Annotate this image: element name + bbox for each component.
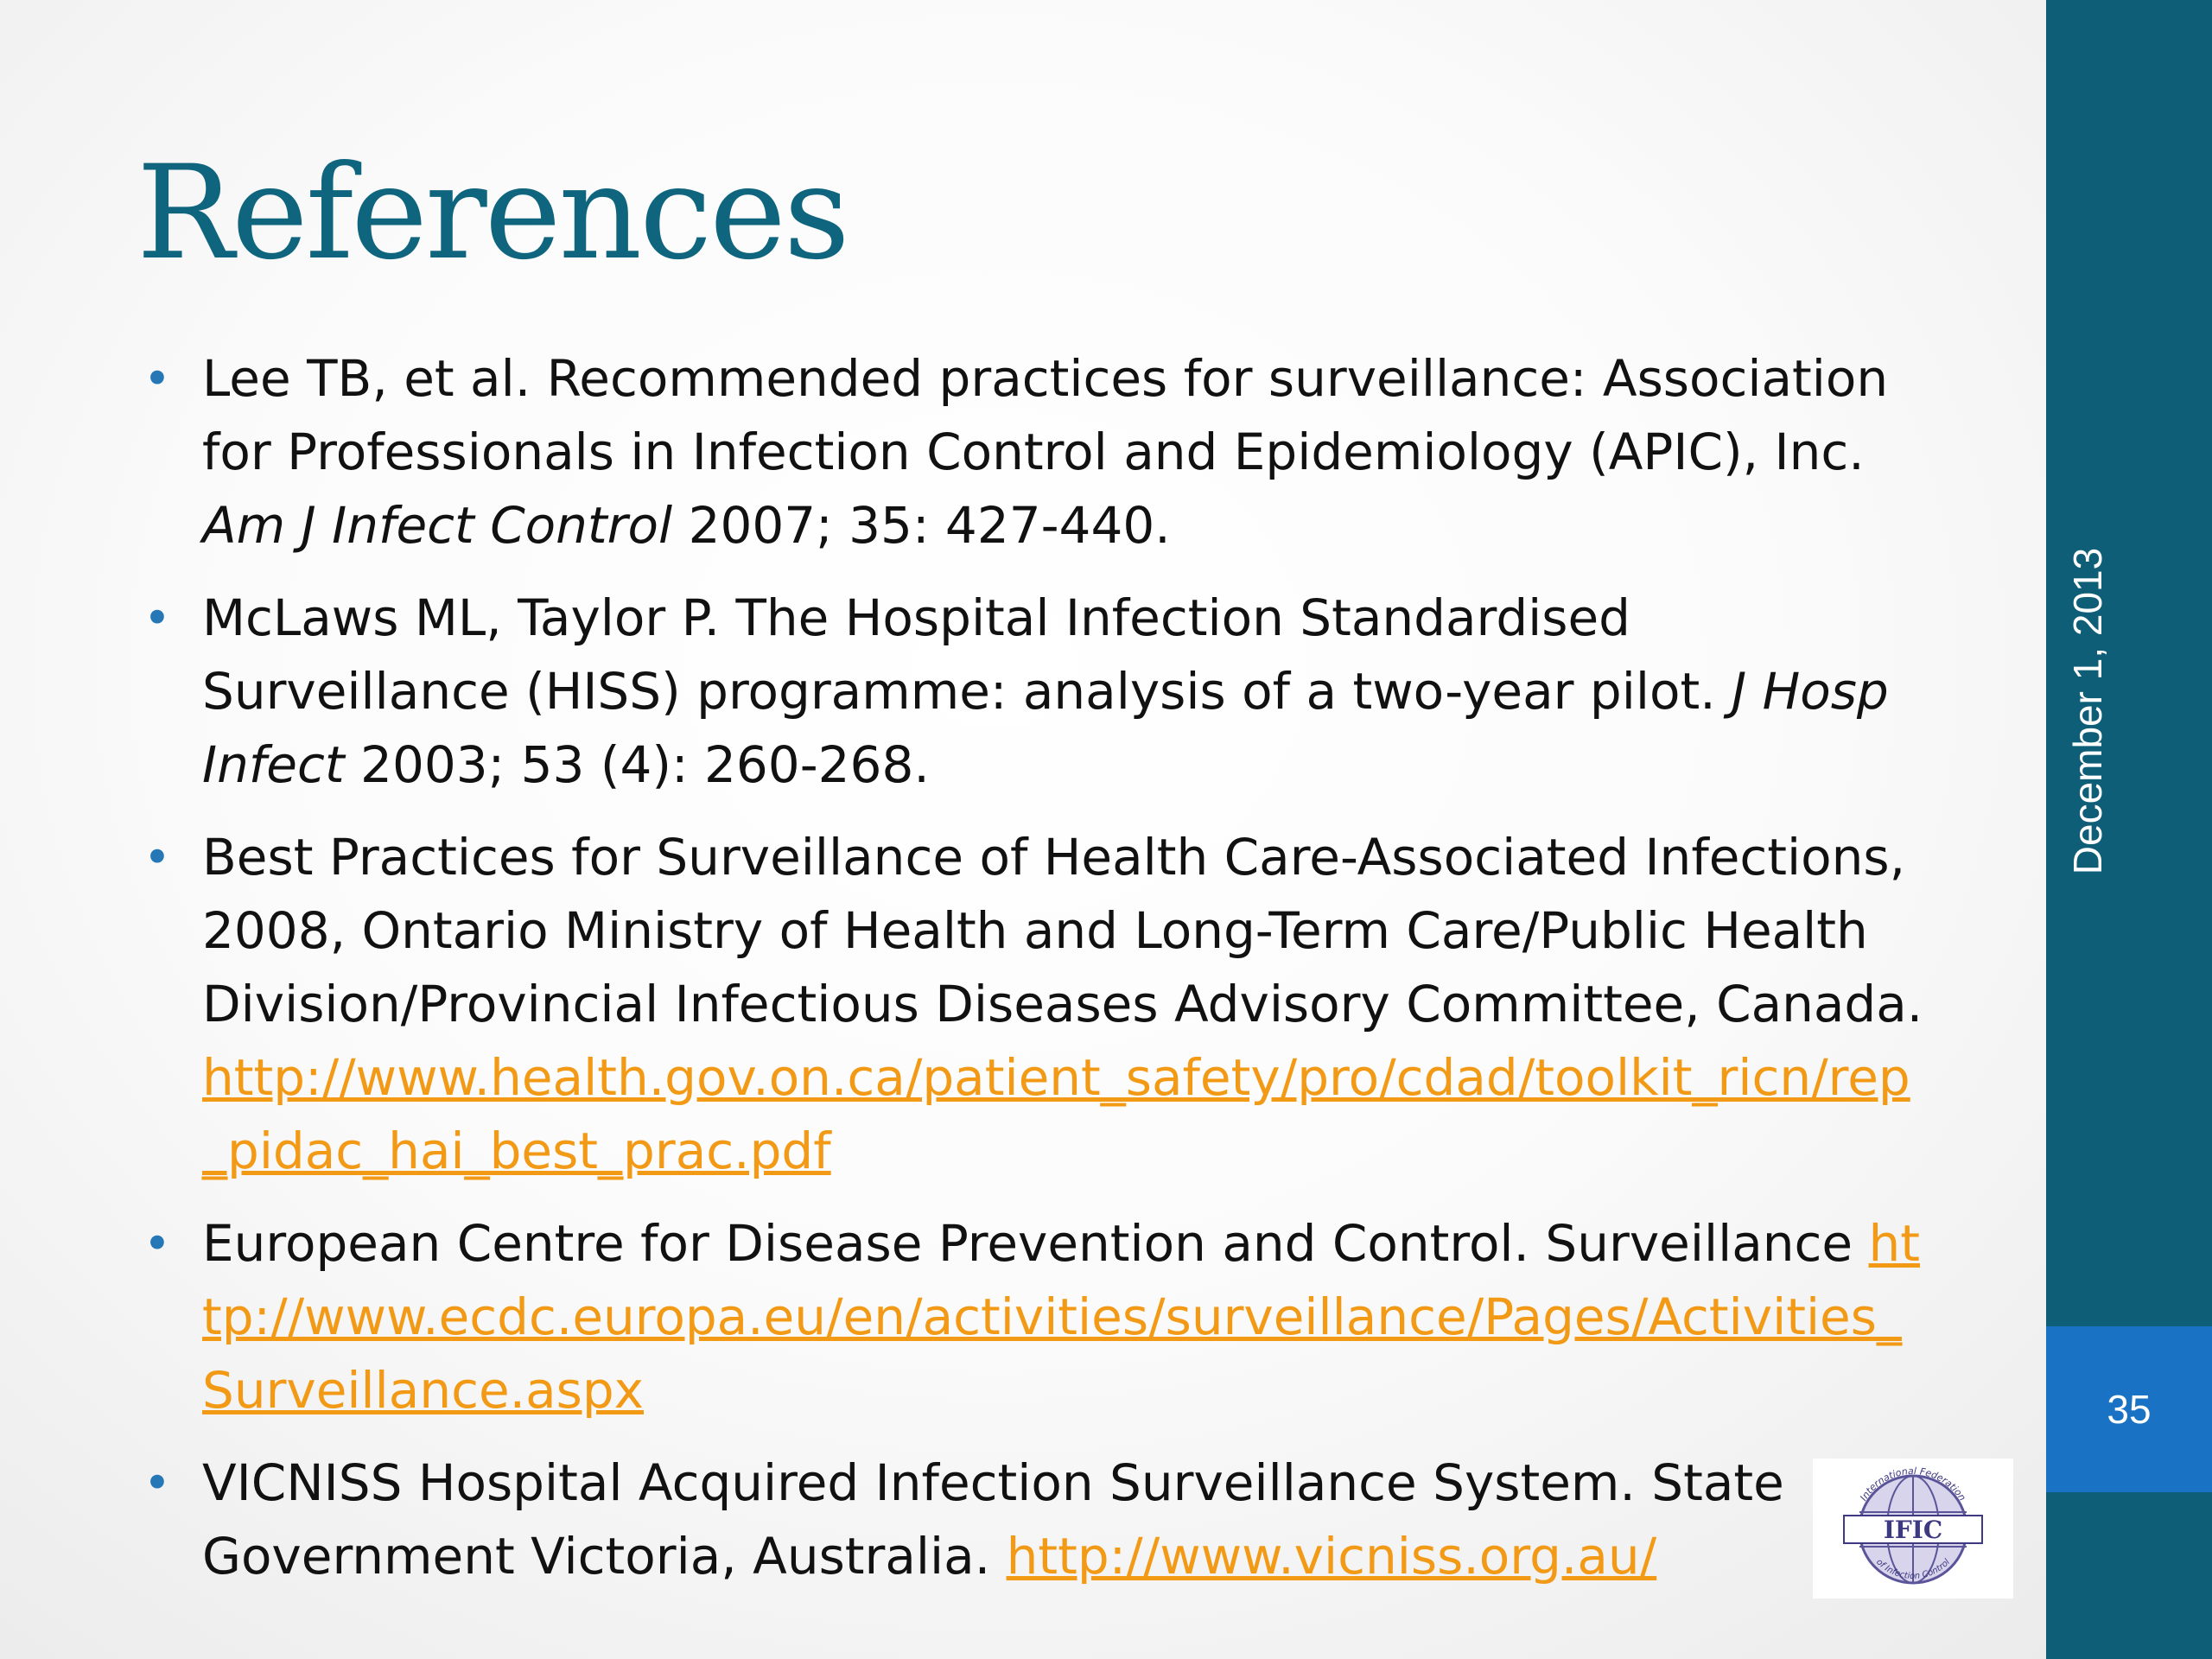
slide-title: References [137, 138, 848, 289]
reference-item [143, 1207, 1923, 1427]
reference-citation: 2003; 53 (4): 260-268. [360, 735, 930, 794]
ific-logo [1813, 1459, 2013, 1599]
reference-text: Best Practices for Surveillance of Health Care-Associated Infections, 2008, Ontario Ministry of Health and Long-Term Care/Public Health Division/Provincial Infectious Diseases Advisory Committee, Canada. [202, 828, 1923, 1033]
bullet-icon: • [143, 591, 171, 645]
reference-text: Lee TB, et al. Recommended practices for surveillance: Association for Professionals in Infection Control and Epidemiology (APIC), Inc. [202, 349, 1889, 481]
reference-link[interactable]: http://www.vicniss.org.au/ [1006, 1527, 1657, 1586]
globe-logo-icon [1813, 1459, 2013, 1599]
reference-link[interactable]: http://www.ecdc.europa.eu/en/activities/surveillance/Pages/Activities_Surveillance.aspx [202, 1214, 1921, 1420]
reference-text: VICNISS Hospital Acquired Infection Surveillance System. State Government Victoria, Australia. [202, 1453, 1784, 1586]
reference-citation: 2007; 35: 427-440. [688, 496, 1171, 555]
logo-bottom-text: of Infection Control [1874, 1557, 1952, 1581]
bullet-icon: • [143, 352, 171, 406]
reference-journal: Am J Infect Control [202, 496, 673, 555]
reference-item [143, 582, 1923, 802]
reference-item [143, 1446, 1923, 1593]
logo-top-text: International Federation [1858, 1465, 1968, 1503]
bullet-icon: • [143, 1217, 171, 1271]
bullet-icon: • [143, 1456, 171, 1510]
bullet-icon: • [143, 830, 171, 885]
reference-link[interactable]: http://www.health.gov.on.ca/patient_safety/pro/cdad/toolkit_ricn/rep_pidac_hai_best_prac.pdf [202, 1048, 1910, 1180]
reference-text: McLaws ML, Taylor P. The Hospital Infection Standardised Surveillance (HISS) programme: analysis of a two-year pilot. [202, 588, 1716, 721]
logo-acronym: IFIC [1883, 1516, 1943, 1544]
reference-text: European Centre for Disease Prevention and Control. Surveillance [202, 1214, 1853, 1273]
reference-journal: J Hosp Infect [202, 662, 1889, 794]
reference-item [143, 342, 1923, 563]
reference-list [143, 342, 1923, 1612]
slide-date-text: December 1, 2013 [2065, 547, 2110, 875]
reference-item [143, 821, 1923, 1188]
page-number: 35 [2107, 1387, 2152, 1432]
